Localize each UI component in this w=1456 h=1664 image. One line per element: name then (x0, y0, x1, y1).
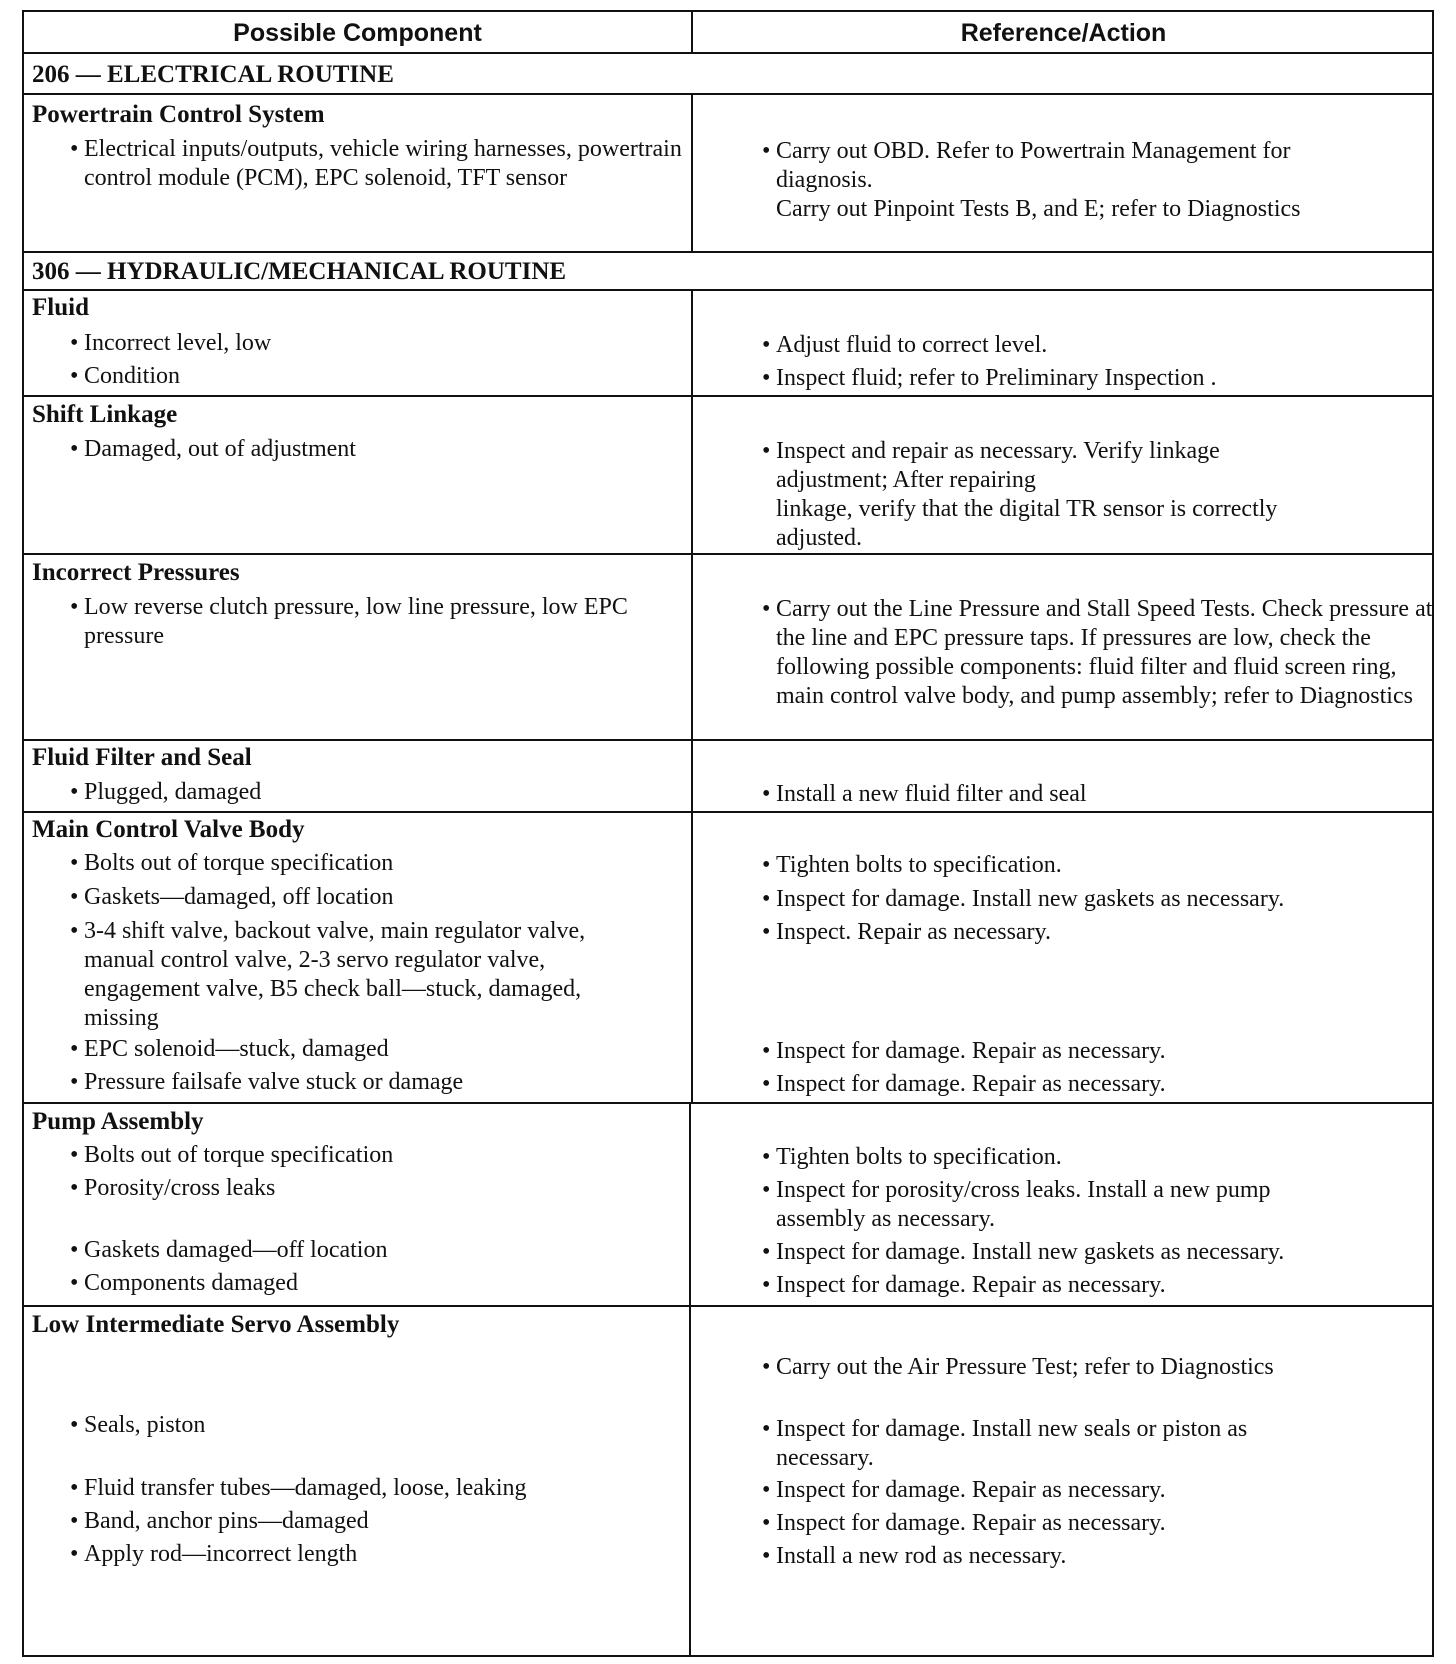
section-title-hydraulic: 306 — HYDRAULIC/MECHANICAL ROUTINE (32, 258, 567, 285)
list-item: Carry out Pinpoint Tests B, and E; refer to Diagnostics (776, 196, 1301, 222)
list-item: • Tighten bolts to specification. (762, 852, 1062, 878)
header-possible-component: Possible Component (233, 19, 482, 47)
list-item: • EPC solenoid—stuck, damaged (70, 1036, 389, 1062)
list-item: • Inspect for porosity/cross leaks. Install a new pump assembly as necessary. (762, 1177, 1271, 1232)
group-title-powertrain: Powertrain Control System (32, 101, 325, 128)
group-row-low-intermediate-servo (24, 1307, 1432, 1657)
group-row-pump-assembly (24, 1104, 1432, 1307)
list-item: • Condition (70, 363, 181, 389)
group-title-incorrect-pressures: Incorrect Pressures (32, 559, 240, 586)
list-item: • Inspect for damage. Repair as necessary. (762, 1510, 1166, 1536)
list-item: • Seals, piston (70, 1412, 206, 1438)
list-item: • Tighten bolts to specification. (762, 1144, 1062, 1170)
list-item: • Pressure failsafe valve stuck or damage (70, 1069, 464, 1095)
group-title-shift-linkage: Shift Linkage (32, 401, 178, 428)
list-item: • Carry out OBD. Refer to Powertrain Management for diagnosis. (762, 138, 1291, 193)
diagnosis-table (22, 10, 1434, 1657)
list-item: • Carry out the Line Pressure and Stall Speed Tests. Check pressure at the line and EPC pressure taps. If pressures are low, check the following possible components: fluid filter and fluid screen ring, main control valve body, and pump assembly; refer to Diagnostics (762, 596, 1433, 709)
list-item: • Install a new rod as necessary. (762, 1543, 1067, 1569)
list-item: • Band, anchor pins—damaged (70, 1508, 369, 1534)
list-item: • Electrical inputs/outputs, vehicle wiring harnesses, powertrain control module (PCM), EPC solenoid, TFT sensor (70, 136, 682, 191)
list-item: • Bolts out of torque specification (70, 850, 394, 876)
list-item: • Inspect for damage. Install new gaskets as necessary. (762, 1239, 1285, 1265)
list-item: • Components damaged (70, 1270, 298, 1296)
list-item: • Fluid transfer tubes—damaged, loose, leaking (70, 1475, 527, 1501)
list-item: • Carry out the Air Pressure Test; refer to Diagnostics (762, 1354, 1274, 1380)
group-row-main-control-valve-body (24, 813, 1432, 1104)
section-title-electrical: 206 — ELECTRICAL ROUTINE (32, 61, 394, 88)
group-title-fluid-filter: Fluid Filter and Seal (32, 744, 252, 771)
list-item: • Damaged, out of adjustment (70, 436, 356, 462)
list-item: • Bolts out of torque specification (70, 1142, 394, 1168)
group-title-fluid: Fluid (32, 294, 89, 321)
list-item: • Inspect. Repair as necessary. (762, 919, 1051, 945)
list-item: • Inspect and repair as necessary. Verify linkage adjustment; After repairing (762, 438, 1220, 493)
group-row-shift-linkage (24, 397, 1432, 555)
list-item: • 3-4 shift valve, backout valve, main regulator valve, manual control valve, 2-3 servo regulator valve, engagement valve, B5 check ball—stuck, damaged, missing (70, 918, 586, 1031)
list-item: • Adjust fluid to correct level. (762, 332, 1048, 358)
group-title-pump-assembly: Pump Assembly (32, 1108, 204, 1135)
list-item: linkage, verify that the digital TR sensor is correctly adjusted. (776, 496, 1278, 551)
list-item: • Install a new fluid filter and seal (762, 781, 1087, 807)
list-item: • Inspect for damage. Repair as necessary. (762, 1477, 1166, 1503)
list-item: • Inspect fluid; refer to Preliminary Inspection . (762, 365, 1217, 391)
group-row-incorrect-pressures (24, 555, 1432, 741)
list-item: • Gaskets—damaged, off location (70, 884, 394, 910)
group-row-fluid-filter (24, 741, 1432, 813)
list-item: • Incorrect level, low (70, 330, 272, 356)
section-row-electrical (24, 54, 1432, 95)
section-row-hydraulic (24, 253, 1432, 291)
list-item: • Inspect for damage. Repair as necessary. (762, 1071, 1166, 1097)
group-title-main-control-valve-body: Main Control Valve Body (32, 816, 305, 843)
list-item: • Low reverse clutch pressure, low line pressure, low EPC pressure (70, 594, 628, 649)
group-row-fluid (24, 291, 1432, 397)
list-item: • Inspect for damage. Install new gaskets as necessary. (762, 886, 1285, 912)
list-item: • Inspect for damage. Repair as necessary. (762, 1272, 1166, 1298)
list-item: • Inspect for damage. Install new seals or piston as necessary. (762, 1416, 1248, 1471)
list-item: • Inspect for damage. Repair as necessary. (762, 1038, 1166, 1064)
table-header-row (24, 12, 1432, 54)
list-item: • Porosity/cross leaks (70, 1175, 276, 1201)
list-item: • Apply rod—incorrect length (70, 1541, 358, 1567)
list-item: • Plugged, damaged (70, 779, 262, 805)
header-reference-action: Reference/Action (960, 19, 1167, 47)
group-row-powertrain (24, 95, 1432, 253)
group-title-low-intermediate-servo: Low Intermediate Servo Assembly (32, 1311, 400, 1338)
list-item: • Gaskets damaged—off location (70, 1237, 388, 1263)
